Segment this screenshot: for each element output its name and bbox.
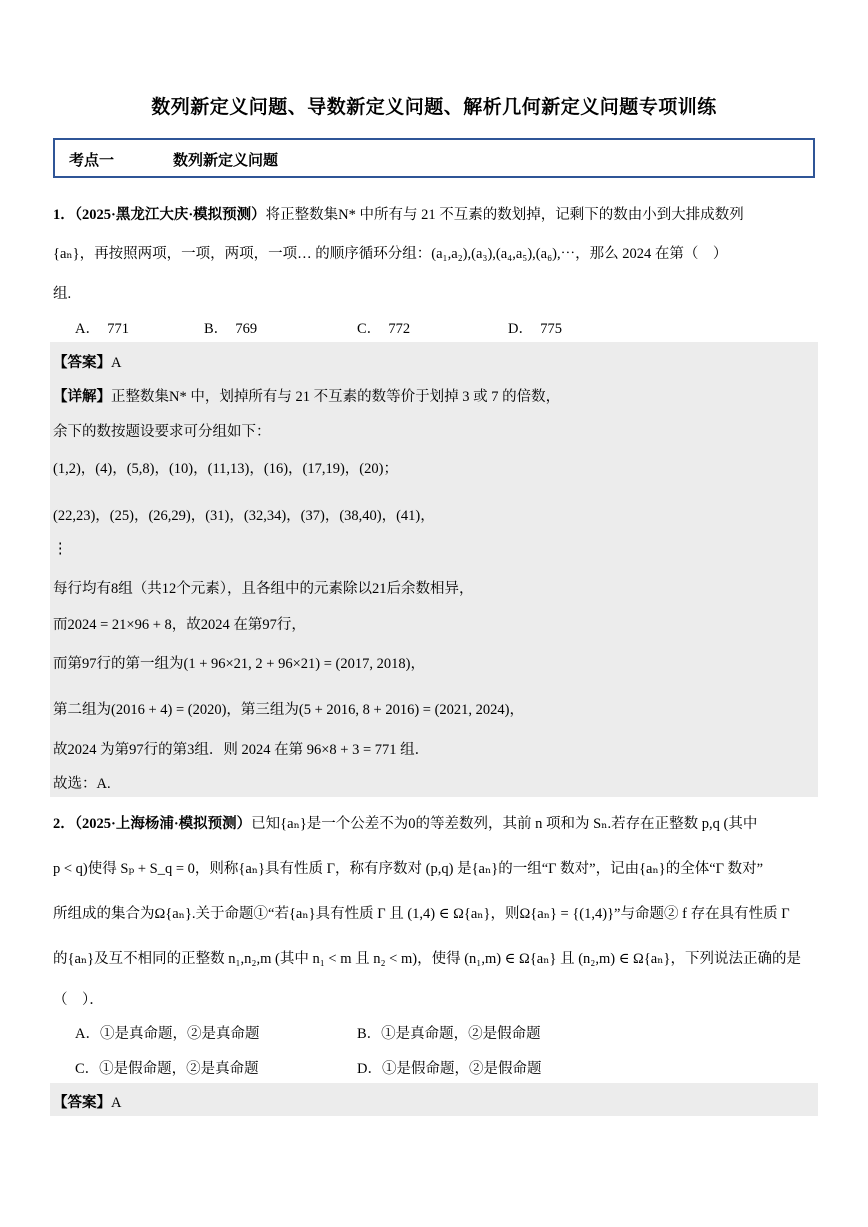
- q1-line2: {aₙ}，再按照两项，一项，两项，一项… 的顺序循环分组：(a₁,a₂),(a₃),(a₄,a₅),(a₆),⋯，那么 2024 在第（ ）: [53, 246, 728, 262]
- q1-source: （2025·黑龙江大庆·模拟预测）: [74, 207, 266, 223]
- q2-line1: [53, 812, 757, 833]
- q2-line5: （ ）．: [53, 992, 104, 1008]
- q1-detail-line11: 故选：A.: [53, 776, 111, 792]
- q2-source: （2025·上海杨浦·模拟预测）: [74, 816, 252, 832]
- q1-answer-value: A: [111, 355, 122, 371]
- q1-detail-line3: (1,2)，(4)，(5,8)，(10)，(11,13)，(16)，(17,19)，(20)；: [53, 461, 398, 477]
- q1-solution-block: [50, 342, 818, 797]
- q2-option-b: B．①是真命题，②是假命题: [357, 1026, 541, 1042]
- q2-solution-block: [50, 1083, 818, 1116]
- q1-option-d: D． 775: [508, 321, 562, 337]
- q2-option-a: A．①是真命题，②是真命题: [75, 1026, 260, 1042]
- q2-answer: [53, 1091, 121, 1112]
- q2-answer-value: A: [111, 1095, 122, 1111]
- q2-text1: 已知{aₙ}是一个公差不为0的等差数列，其前 n 项和为 Sₙ.若存在正整数 p,q (其中: [251, 816, 758, 832]
- q2-option-d: D．①是假命题，②是假命题: [357, 1061, 542, 1077]
- page-title: 数列新定义问题、导数新定义问题、解析几何新定义问题专项训练: [151, 97, 717, 118]
- q2-line2: p < q)使得 Sₚ + S_q = 0，则称{aₙ}具有性质 Γ，称有序数对 (p,q) 是{aₙ}的一组“Γ 数对”，记由{aₙ}的全体“Γ 数对”: [53, 861, 764, 877]
- q2-number: 2．: [53, 816, 75, 832]
- q1-detail-text1: 正整数集N* 中，划掉所有与 21 不互素的数等价于划掉 3 或 7 的倍数，: [111, 389, 561, 405]
- q1-detail-line7: 而2024 = 21×96 + 8，故2024 在第97行，: [53, 617, 306, 633]
- q1-text1: 将正整数集N* 中所有与 21 不互素的数划掉，记剩下的数由小到大排成数列: [265, 207, 744, 223]
- q1-option-a: A． 771: [75, 321, 129, 337]
- q2-option-c: C．①是假命题，②是真命题: [75, 1061, 259, 1077]
- q1-detail-line10: 故2024 为第97行的第3组．则 2024 在第 96×8 + 3 = 771 组．: [53, 742, 430, 758]
- q2-line3: 所组成的集合为Ω{aₙ}.关于命题①“若{aₙ}具有性质 Γ 且 (1,4) ∈ Ω{aₙ}，则Ω{aₙ} = {(1,4)}”与命题② f 存在具有性质 Γ: [53, 906, 790, 922]
- q2-line4: 的{aₙ}及互不相同的正整数 n₁,n₂,m (其中 n₁ < m 且 n₂ < m)，使得 (n₁,m) ∈ Ω{aₙ} 且 (n₂,m) ∈ Ω{aₙ}，下列说法正确的是: [53, 951, 801, 967]
- q1-detail-label: 【详解】: [53, 389, 111, 405]
- section-name: 数列新定义问题: [173, 153, 279, 169]
- q1-answer-label: 【答案】: [53, 355, 111, 371]
- q1-detail-line4: (22,23)，(25)，(26,29)，(31)，(32,34)，(37)，(38,40)，(41)，: [53, 508, 435, 524]
- section-header: [53, 138, 815, 178]
- q1-line1: [53, 203, 744, 224]
- q1-option-b: B． 769: [204, 321, 258, 337]
- q1-detail-line9: 第二组为(2016 + 4) = (2020)，第三组为(5 + 2016, 8 + 2016) = (2021, 2024)，: [53, 702, 525, 718]
- q1-number: 1．: [53, 207, 75, 223]
- section-label: 考点一: [69, 153, 115, 169]
- q1-detail-line5: ⋮: [53, 541, 68, 557]
- q1-line3: 组.: [53, 286, 72, 302]
- q2-answer-label: 【答案】: [53, 1095, 111, 1111]
- q1-detail-line6: 每行均有8组（共12个元素），且各组中的元素除以21后余数相异，: [53, 581, 474, 597]
- q1-detail-line1: [53, 385, 560, 406]
- q1-detail-line2: 余下的数按题设要求可分组如下：: [53, 424, 271, 440]
- q1-answer: [53, 351, 121, 372]
- q1-detail-line8: 而第97行的第一组为(1 + 96×21, 2 + 96×21) = (2017, 2018)，: [53, 656, 425, 672]
- q1-option-c: C． 772: [357, 321, 411, 337]
